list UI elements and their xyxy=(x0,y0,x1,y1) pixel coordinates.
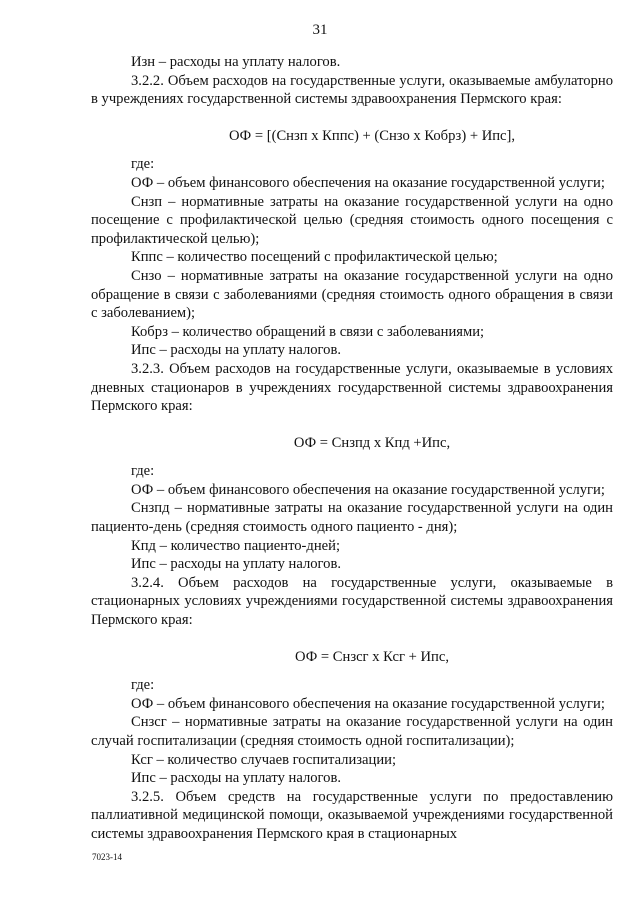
paragraph: Изн – расходы на уплату налогов. xyxy=(131,54,341,70)
formula: ОФ = Снзсг х Ксг + Ипс, xyxy=(295,648,449,665)
definition: Ксг – количество случаев госпитализации; xyxy=(131,751,396,768)
formula: ОФ = [(Снзп х Кппс) + (Снзо х Кобрз) + Ипс], xyxy=(228,127,516,144)
definition: ОФ – объем финансового обеспечения на оказание государственной услуги; xyxy=(131,695,605,712)
section-3-2-5: 3.2.5. Объем средств на государственные услуги по предоставлению паллиативной медицинской помощи, оказываемой учреждениями государственной системы здравоохранения Пермского края в стационарных xyxy=(91,788,613,842)
document-body xyxy=(91,53,613,844)
definition: Ипс – расходы на уплату налогов. xyxy=(131,556,341,573)
definition: Кобрз – количество обращений в связи с заболеваниями; xyxy=(131,323,485,340)
where-label: где: xyxy=(131,677,155,694)
definition: Ипс – расходы на уплату налогов. xyxy=(131,342,341,359)
section-3-2-2: 3.2.2. Объем расходов на государственные услуги, оказываемые амбулаторно в учреждениях государственной системы здравоохранения Пермского края: xyxy=(91,72,613,108)
definition: Снзо – нормативные затраты на оказание государственной услуги на одно обращение в связи с заболеваниями (средняя стоимость одного обращения в связи с заболеванием); xyxy=(91,267,613,322)
definition: ОФ – объем финансового обеспечения на оказание государственной услуги; xyxy=(131,481,605,498)
definition: Снзп – нормативные затраты на оказание государственной услуги на одно посещение с профилактической целью (средняя стоимость одного посещения с профилактической целью); xyxy=(91,193,613,247)
definition: Кппс – количество посещений с профилактической целью; xyxy=(131,249,498,266)
page-number: 31 xyxy=(312,22,328,38)
where-label: где: xyxy=(131,156,155,173)
section-3-2-4: 3.2.4. Объем расходов на государственные услуги, оказываемые в стационарных условиях учреждениями государственной системы здравоохранения Пермского края: xyxy=(91,574,613,629)
where-label: где: xyxy=(131,463,155,480)
definition: ОФ – объем финансового обеспечения на оказание государственной услуги; xyxy=(131,174,605,191)
section-3-2-3: 3.2.3. Объем расходов на государственные услуги, оказываемые в условиях дневных стационаров в учреждениях государственной системы здравоохранения Пермского края: xyxy=(91,360,613,415)
definition: Снзсг – нормативные затраты на оказание государственной услуги на один случай госпитализации (средняя стоимость одной госпитализации); xyxy=(91,714,613,749)
definition: Ипс – расходы на уплату налогов. xyxy=(131,770,341,787)
definition: Кпд – количество пациенто-дней; xyxy=(131,537,340,554)
definition: Снзпд – нормативные затраты на оказание государственной услуги на один пациенто-день (средняя стоимость одного пациенто - дня); xyxy=(91,500,613,536)
formula: ОФ = Снзпд х Кпд +Ипс, xyxy=(293,434,451,451)
document-code: 7023-14 xyxy=(92,852,122,862)
